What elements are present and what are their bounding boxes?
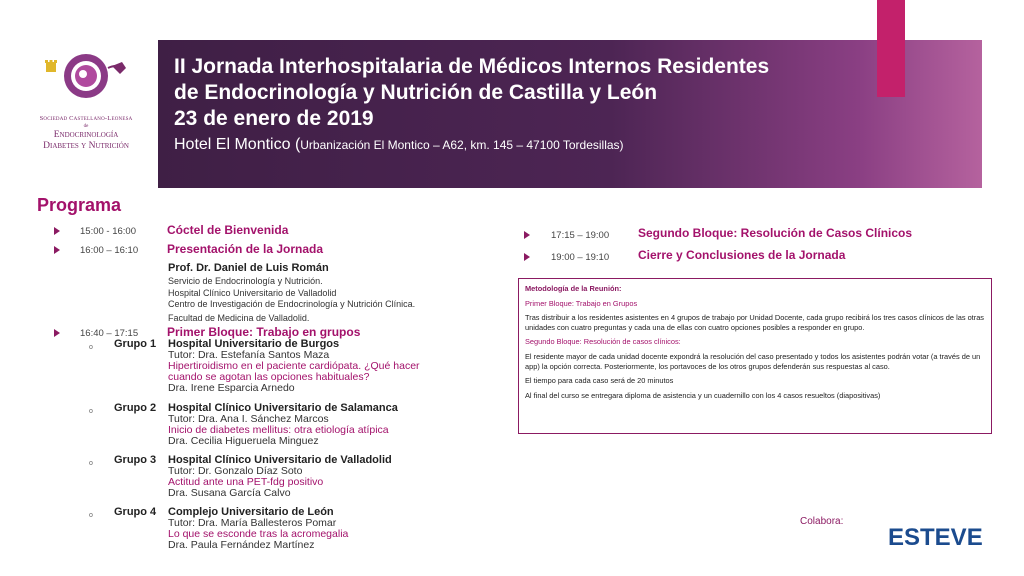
group-case: cuando se agotan las opciones habituales? xyxy=(168,371,370,383)
society-logo xyxy=(22,48,150,168)
item-title: Presentación de la Jornada xyxy=(167,242,324,256)
group-hospital: Hospital Universitario de Burgos xyxy=(168,338,340,350)
methodology-block2-title: Segundo Bloque: Resolución de casos clínicos: xyxy=(525,337,681,347)
program-heading: Programa xyxy=(37,195,122,215)
group-label: Grupo 2 xyxy=(114,402,157,414)
esteve-logo: ESTEVE xyxy=(888,524,983,551)
group-tutor: Tutor: Dra. Ana I. Sánchez Marcos xyxy=(168,413,329,425)
hotel-name: Hotel El Montico ( xyxy=(174,136,301,153)
group-tutor: Tutor: Dra. Estefanía Santos Maza xyxy=(168,349,330,361)
item-time: 15:00 - 16:00 xyxy=(80,226,136,237)
affiliation-line: Facultad de Medicina de Valladolid. xyxy=(168,312,310,323)
group-label: Grupo 1 xyxy=(114,338,157,350)
arrow-bullet-icon xyxy=(54,227,60,235)
event-date: 23 de enero de 2019 xyxy=(174,107,374,130)
circle-bullet-icon: o xyxy=(89,408,93,415)
affiliation-line: Centro de Investigación de Endocrinología y Nutrición Clínica. xyxy=(168,299,416,309)
logo-line2: de xyxy=(83,124,89,129)
item-title: Cóctel de Bienvenida xyxy=(167,223,289,237)
affiliation-line: Hospital Clínico Universitario de Valladolid xyxy=(168,287,337,298)
affiliation-line: Servicio de Endocrinología y Nutrición. xyxy=(168,276,323,286)
logo-text xyxy=(22,114,150,152)
methodology-block1-title: Primer Bloque: Trabajo en Grupos xyxy=(525,298,638,308)
group-hospital: Hospital Clínico Universitario de Valladolid xyxy=(168,454,392,466)
group-case: Hipertiroidismo en el paciente cardiópata. ¿Qué hacer xyxy=(168,360,420,372)
header-banner xyxy=(158,40,982,188)
methodology-box xyxy=(518,278,992,434)
group-label: Grupo 4 xyxy=(114,506,157,518)
group-label: Grupo 3 xyxy=(114,454,157,466)
circle-bullet-icon: o xyxy=(89,512,93,519)
logo-line4: Diabetes y Nutrición xyxy=(43,141,129,151)
arrow-bullet-icon xyxy=(524,231,530,239)
methodology-heading: Metodología de la Reunión: xyxy=(525,284,622,293)
decorative-tab xyxy=(877,0,905,97)
title-line2: de Endocrinología y Nutrición de Castilla y León xyxy=(174,81,658,104)
arrow-bullet-icon xyxy=(54,246,60,254)
item-time: 16:00 – 16:10 xyxy=(80,245,139,256)
speaker-name: Prof. Dr. Daniel de Luis Román xyxy=(168,262,329,274)
group-presenter: Dra. Susana García Calvo xyxy=(168,487,291,499)
circle-bullet-icon: o xyxy=(89,460,93,467)
speaker-affiliation xyxy=(168,276,415,324)
logo-emblem-icon xyxy=(42,48,132,112)
item-title: Segundo Bloque: Resolución de Casos Clínicos xyxy=(638,226,913,240)
group-case: Inicio de diabetes mellitus: otra etiología atípica xyxy=(168,424,389,436)
group-tutor: Tutor: Dr. Gonzalo Díaz Soto xyxy=(168,465,303,477)
group-presenter: Dra. Irene Esparcia Arnedo xyxy=(168,382,295,394)
hotel-address: Urbanización El Montico – A62, km. 145 – 47100 Tordesillas) xyxy=(300,138,624,152)
item-title: Primer Bloque: Trabajo en grupos xyxy=(167,325,361,339)
title-line1: II Jornada Interhospitalaria de Médicos Internos Residentes xyxy=(174,55,770,78)
methodology-time-note: El tiempo para cada caso será de 20 minutos xyxy=(525,376,674,386)
item-time: 17:15 – 19:00 xyxy=(551,230,610,241)
methodology-block2-text: El residente mayor de cada unidad docente expondrá la resolución del caso presentado y todos los asistentes podrán votar (a través de un app) la opción correcta. Posteriormente, los portavoces de los otros grupos defenderán sus respuestas al caso. xyxy=(525,351,981,371)
group-hospital: Complejo Universitario de León xyxy=(168,506,334,518)
hotel-line xyxy=(174,136,624,154)
group-hospital: Hospital Clínico Universitario de Salamanca xyxy=(168,402,398,414)
arrow-bullet-icon xyxy=(54,329,60,337)
item-title: Cierre y Conclusiones de la Jornada xyxy=(638,248,846,262)
methodology-final-note: Al final del curso se entregara diploma de asistencia y un cuadernillo con los 4 casos resueltos (diapositivas) xyxy=(525,390,881,400)
methodology-block1-text: Tras distribuir a los residentes asistentes en 4 grupos de trabajo por Unidad Docente, cada grupo recibirá los tres casos clínicos de las otras unidades con cuatro preguntas y cada una de ellas con cuatro opciones posibles a responder en grupo. xyxy=(525,313,985,332)
logo-line3: Endocrinología xyxy=(53,130,119,140)
group-presenter: Dra. Paula Fernández Martínez xyxy=(168,539,315,551)
circle-bullet-icon: o xyxy=(89,344,93,351)
logo-line1: Sociedad Castellano-Leonesa xyxy=(39,115,133,122)
group-presenter: Dra. Cecilia Higueruela Minguez xyxy=(168,435,319,447)
group-tutor: Tutor: Dra. María Ballesteros Pomar xyxy=(168,517,337,529)
group-case: Actitud ante una PET-fdg positivo xyxy=(168,476,324,488)
item-time: 16:40 – 17:15 xyxy=(80,328,139,339)
sponsor-label: Colabora: xyxy=(800,516,844,527)
arrow-bullet-icon xyxy=(524,253,530,261)
group-case: Lo que se esconde tras la acromegalia xyxy=(168,528,349,540)
item-time: 19:00 – 19:10 xyxy=(551,252,610,263)
